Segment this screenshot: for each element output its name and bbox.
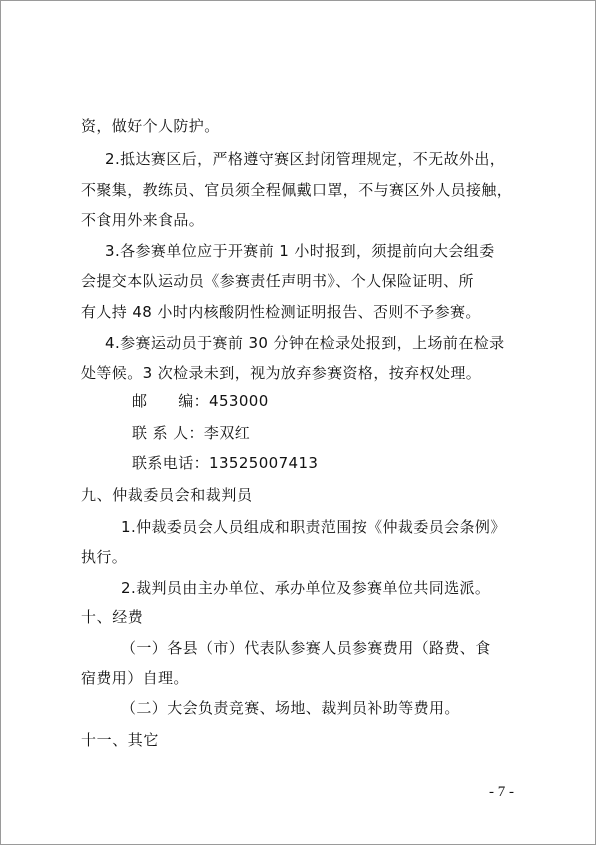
text-line-9: 处等候。3 次检录未到，视为放弃参赛资格，按弃权处理。 <box>81 364 482 382</box>
text-line-1: 资，做好个人防护。 <box>81 117 220 135</box>
text-line-16: 2.裁判员由主办单位、承办单位及参赛单位共同选派。 <box>121 579 491 597</box>
text-line-4: 不食用外来食品。 <box>81 211 205 229</box>
contact-phone: 联系电话：13525007413 <box>132 454 319 472</box>
text-line-8: 4.参赛运动员于赛前 30 分钟在检录处报到，上场前在检录 <box>105 334 505 352</box>
text-line-6: 会提交本队运动员《参赛责任声明书》、个人保险证明、所 <box>81 272 474 290</box>
page-number: - 7 - <box>489 784 514 800</box>
text-line-2: 2.抵达赛区后，严格遵守赛区封闭管理规定，不无故外出， <box>105 150 506 168</box>
text-line-5: 3.各参赛单位应于开赛前 1 小时报到，须提前向大会组委 <box>105 242 495 260</box>
section-heading-11: 十一、其它 <box>81 731 160 749</box>
text-line-20: （二）大会负责竞赛、场地、裁判员补助等费用。 <box>121 699 460 717</box>
text-line-14: 1.仲裁委员会人员组成和职责范围按《仲裁委员会条例》 <box>121 518 506 536</box>
text-line-19: 宿费用）自理。 <box>81 669 189 687</box>
contact-person: 联 系 人：李双红 <box>132 424 251 442</box>
section-heading-9: 九、仲裁委员会和裁判员 <box>81 486 253 504</box>
text-line-7: 有人持 48 小时内核酸阴性检测证明报告、否则不予参赛。 <box>81 303 481 321</box>
contact-postcode: 邮 编：453000 <box>132 392 269 410</box>
text-line-18: （一）各县（市）代表队参赛人员参赛费用（路费、食 <box>121 639 491 657</box>
text-line-3: 不聚集，教练员、官员须全程佩戴口罩，不与赛区外人员接触， <box>81 181 513 199</box>
text-line-15: 执行。 <box>81 548 128 566</box>
section-heading-10: 十、经费 <box>81 608 144 626</box>
